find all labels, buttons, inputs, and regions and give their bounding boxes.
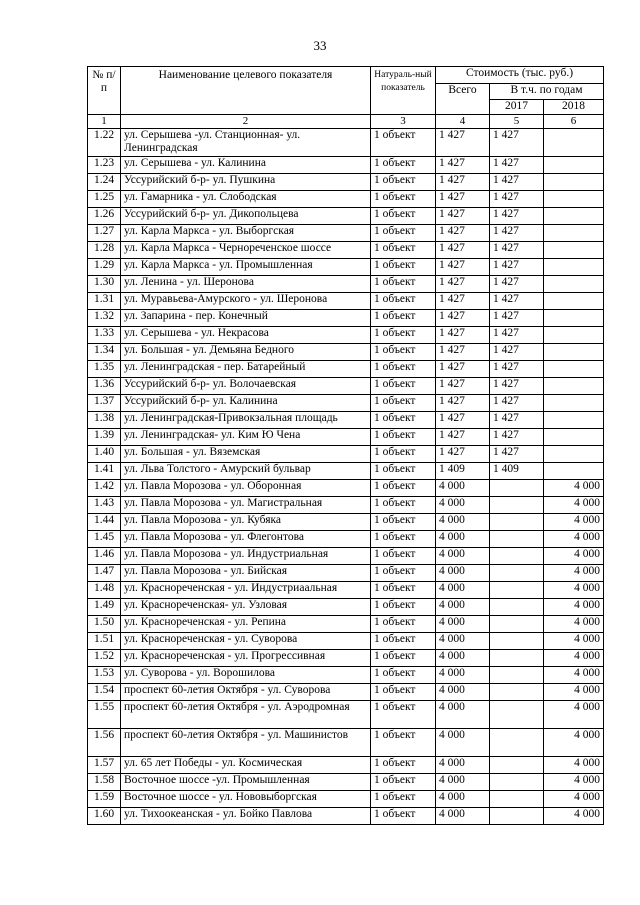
row-total: 4 000 (436, 757, 490, 774)
row-cost-2018: 4 000 (544, 582, 604, 599)
row-cost-2017 (490, 729, 544, 757)
row-total: 4 000 (436, 616, 490, 633)
row-natural-indicator: 1 объект (371, 208, 436, 225)
row-natural-indicator: 1 объект (371, 480, 436, 497)
row-natural-indicator: 1 объект (371, 582, 436, 599)
row-natural-indicator: 1 объект (371, 599, 436, 616)
column-number: 5 (490, 115, 544, 129)
row-cost-2018 (544, 242, 604, 259)
row-cost-2018 (544, 395, 604, 412)
row-cost-2018 (544, 446, 604, 463)
table-row (88, 599, 604, 616)
row-cost-2018 (544, 276, 604, 293)
table-row (88, 667, 604, 684)
row-natural-indicator: 1 объект (371, 791, 436, 808)
row-natural-indicator: 1 объект (371, 514, 436, 531)
row-name: Уссурийский б-р- ул. Волочаевская (121, 378, 371, 395)
row-natural-indicator: 1 объект (371, 395, 436, 412)
row-name: Уссурийский б-р- ул. Дикопольцева (121, 208, 371, 225)
row-natural-indicator: 1 объект (371, 361, 436, 378)
row-name: ул. Ленинградская- ул. Ким Ю Чена (121, 429, 371, 446)
header-year-2017: 2017 (490, 100, 544, 115)
table-row (88, 361, 604, 378)
row-total: 1 427 (436, 446, 490, 463)
row-name: ул. Павла Морозова - ул. Оборонная (121, 480, 371, 497)
row-cost-2018 (544, 463, 604, 480)
row-cost-2018 (544, 293, 604, 310)
row-cost-2018: 4 000 (544, 791, 604, 808)
row-number: 1.34 (88, 344, 121, 361)
table-row (88, 344, 604, 361)
row-cost-2018: 4 000 (544, 774, 604, 791)
row-number: 1.45 (88, 531, 121, 548)
row-natural-indicator: 1 объект (371, 310, 436, 327)
row-number: 1.31 (88, 293, 121, 310)
row-cost-2018: 4 000 (544, 729, 604, 757)
row-number: 1.56 (88, 729, 121, 757)
targets-table (87, 66, 604, 825)
row-cost-2017 (490, 565, 544, 582)
row-cost-2017 (490, 633, 544, 650)
row-number: 1.44 (88, 514, 121, 531)
row-natural-indicator: 1 объект (371, 650, 436, 667)
row-cost-2018: 4 000 (544, 757, 604, 774)
row-cost-2017: 1 427 (490, 208, 544, 225)
row-cost-2018 (544, 157, 604, 174)
row-name: ул. Краснореченская - ул. Суворова (121, 633, 371, 650)
row-cost-2018 (544, 361, 604, 378)
row-number: 1.23 (88, 157, 121, 174)
row-name: ул. Суворова - ул. Ворошилова (121, 667, 371, 684)
row-total: 1 427 (436, 129, 490, 157)
table-row (88, 808, 604, 825)
column-number: 1 (88, 115, 121, 129)
row-cost-2017 (490, 548, 544, 565)
row-natural-indicator: 1 объект (371, 344, 436, 361)
row-cost-2018 (544, 208, 604, 225)
row-cost-2018 (544, 129, 604, 157)
row-cost-2018: 4 000 (544, 684, 604, 701)
row-cost-2018 (544, 191, 604, 208)
table-row (88, 242, 604, 259)
row-name: Восточное шоссе - ул. Нововыборгская (121, 791, 371, 808)
row-number: 1.24 (88, 174, 121, 191)
row-name: ул. Павла Морозова - ул. Флегонтова (121, 531, 371, 548)
row-cost-2017: 1 427 (490, 327, 544, 344)
table-row (88, 378, 604, 395)
row-total: 1 427 (436, 412, 490, 429)
row-natural-indicator: 1 объект (371, 757, 436, 774)
row-natural-indicator: 1 объект (371, 412, 436, 429)
row-name: Восточное шоссе -ул. Промышленная (121, 774, 371, 791)
row-total: 1 427 (436, 225, 490, 242)
row-cost-2018 (544, 429, 604, 446)
row-natural-indicator: 1 объект (371, 548, 436, 565)
row-cost-2017 (490, 701, 544, 729)
row-total: 4 000 (436, 548, 490, 565)
row-cost-2018 (544, 344, 604, 361)
row-cost-2018: 4 000 (544, 565, 604, 582)
row-name: ул. Гамарника - ул. Слободская (121, 191, 371, 208)
table-row (88, 191, 604, 208)
row-cost-2018 (544, 412, 604, 429)
header-by-years: В т.ч. по годам (490, 84, 604, 100)
row-cost-2017 (490, 774, 544, 791)
row-natural-indicator: 1 объект (371, 378, 436, 395)
row-natural-indicator: 1 объект (371, 684, 436, 701)
table-row (88, 412, 604, 429)
row-total: 1 427 (436, 361, 490, 378)
row-natural-indicator: 1 объект (371, 429, 436, 446)
row-natural-indicator: 1 объект (371, 276, 436, 293)
row-natural-indicator: 1 объект (371, 242, 436, 259)
row-cost-2018 (544, 259, 604, 276)
row-number: 1.58 (88, 774, 121, 791)
row-cost-2018: 4 000 (544, 599, 604, 616)
table-row (88, 327, 604, 344)
row-name: ул. Краснореченская - ул. Прогрессивная (121, 650, 371, 667)
row-cost-2017: 1 427 (490, 361, 544, 378)
row-number: 1.50 (88, 616, 121, 633)
row-number: 1.46 (88, 548, 121, 565)
table-row (88, 395, 604, 412)
row-name: проспект 60-летия Октября - ул. Аэродромная (121, 701, 371, 729)
row-total: 4 000 (436, 480, 490, 497)
row-cost-2017: 1 427 (490, 344, 544, 361)
row-total: 4 000 (436, 531, 490, 548)
row-name: ул. Павла Морозова - ул. Бийская (121, 565, 371, 582)
row-number: 1.38 (88, 412, 121, 429)
row-cost-2017: 1 427 (490, 395, 544, 412)
table-row (88, 650, 604, 667)
row-total: 1 427 (436, 395, 490, 412)
row-number: 1.48 (88, 582, 121, 599)
table-row (88, 633, 604, 650)
table-row (88, 310, 604, 327)
row-total: 1 427 (436, 242, 490, 259)
row-cost-2017: 1 427 (490, 412, 544, 429)
header-total: Всего (436, 84, 490, 115)
row-number: 1.41 (88, 463, 121, 480)
row-name: ул. Павла Морозова - ул. Кубяка (121, 514, 371, 531)
row-total: 4 000 (436, 650, 490, 667)
row-cost-2018: 4 000 (544, 480, 604, 497)
header-year-2018: 2018 (544, 100, 604, 115)
row-name: ул. Краснореченская - ул. Индустриаальная (121, 582, 371, 599)
row-cost-2017 (490, 650, 544, 667)
row-cost-2017: 1 427 (490, 310, 544, 327)
row-cost-2018: 4 000 (544, 616, 604, 633)
row-natural-indicator: 1 объект (371, 774, 436, 791)
row-number: 1.54 (88, 684, 121, 701)
row-cost-2018: 4 000 (544, 808, 604, 825)
row-cost-2017: 1 427 (490, 129, 544, 157)
row-name: ул. Карла Маркса - ул. Промышленная (121, 259, 371, 276)
row-natural-indicator: 1 объект (371, 633, 436, 650)
row-total: 4 000 (436, 729, 490, 757)
row-total: 4 000 (436, 808, 490, 825)
table-row (88, 616, 604, 633)
row-name: проспект 60-летия Октября - ул. Суворова (121, 684, 371, 701)
row-cost-2017 (490, 497, 544, 514)
row-natural-indicator: 1 объект (371, 446, 436, 463)
row-natural-indicator: 1 объект (371, 293, 436, 310)
row-cost-2017 (490, 531, 544, 548)
row-name: проспект 60-летия Октября - ул. Машинистов (121, 729, 371, 757)
row-name: ул. Краснореченская- ул. Узловая (121, 599, 371, 616)
row-cost-2017 (490, 582, 544, 599)
row-cost-2018: 4 000 (544, 650, 604, 667)
row-name: ул. Тихоокеанская - ул. Бойко Павлова (121, 808, 371, 825)
table-row (88, 684, 604, 701)
row-natural-indicator: 1 объект (371, 157, 436, 174)
row-cost-2018: 4 000 (544, 548, 604, 565)
row-cost-2017: 1 427 (490, 378, 544, 395)
row-cost-2018: 4 000 (544, 514, 604, 531)
row-number: 1.53 (88, 667, 121, 684)
row-total: 1 427 (436, 429, 490, 446)
row-natural-indicator: 1 объект (371, 191, 436, 208)
row-natural-indicator: 1 объект (371, 531, 436, 548)
row-cost-2017: 1 409 (490, 463, 544, 480)
table-row (88, 480, 604, 497)
header-natural-indicator: Натураль-ный показатель (371, 67, 436, 115)
row-total: 1 427 (436, 310, 490, 327)
row-number: 1.40 (88, 446, 121, 463)
row-cost-2018 (544, 225, 604, 242)
row-cost-2017 (490, 616, 544, 633)
row-name: ул. Ленина - ул. Шеронова (121, 276, 371, 293)
row-cost-2018: 4 000 (544, 531, 604, 548)
row-natural-indicator: 1 объект (371, 497, 436, 514)
row-number: 1.39 (88, 429, 121, 446)
row-cost-2018: 4 000 (544, 667, 604, 684)
row-natural-indicator: 1 объект (371, 729, 436, 757)
row-total: 1 409 (436, 463, 490, 480)
row-natural-indicator: 1 объект (371, 808, 436, 825)
table-row (88, 446, 604, 463)
table-header (88, 67, 604, 129)
table-row (88, 729, 604, 757)
row-natural-indicator: 1 объект (371, 327, 436, 344)
table-row (88, 514, 604, 531)
row-name: ул. Запарина - пер. Конечный (121, 310, 371, 327)
row-name: ул. Павла Морозова - ул. Магистральная (121, 497, 371, 514)
row-natural-indicator: 1 объект (371, 667, 436, 684)
row-name: ул. Муравьева-Амурского - ул. Шеронова (121, 293, 371, 310)
row-cost-2017: 1 427 (490, 174, 544, 191)
row-cost-2018: 4 000 (544, 633, 604, 650)
row-cost-2017 (490, 684, 544, 701)
row-cost-2017: 1 427 (490, 446, 544, 463)
row-natural-indicator: 1 объект (371, 259, 436, 276)
row-number: 1.51 (88, 633, 121, 650)
row-number: 1.49 (88, 599, 121, 616)
row-name: ул. 65 лет Победы - ул. Космическая (121, 757, 371, 774)
header-cost: Стоимость (тыс. руб.) (436, 67, 604, 84)
row-number: 1.32 (88, 310, 121, 327)
row-natural-indicator: 1 объект (371, 463, 436, 480)
row-total: 4 000 (436, 565, 490, 582)
row-cost-2017 (490, 791, 544, 808)
row-natural-indicator: 1 объект (371, 616, 436, 633)
row-cost-2018: 4 000 (544, 497, 604, 514)
row-cost-2017: 1 427 (490, 429, 544, 446)
row-number: 1.33 (88, 327, 121, 344)
row-number: 1.35 (88, 361, 121, 378)
row-total: 4 000 (436, 684, 490, 701)
table-row (88, 701, 604, 729)
row-cost-2017: 1 427 (490, 293, 544, 310)
row-number: 1.22 (88, 129, 121, 157)
row-cost-2017: 1 427 (490, 157, 544, 174)
row-name: ул. Краснореченская - ул. Репина (121, 616, 371, 633)
row-cost-2018 (544, 174, 604, 191)
row-cost-2017 (490, 514, 544, 531)
row-total: 1 427 (436, 157, 490, 174)
row-number: 1.27 (88, 225, 121, 242)
header-name: Наименование целевого показателя (121, 67, 371, 115)
row-name: ул. Карла Маркса - ул. Выборгская (121, 225, 371, 242)
row-total: 4 000 (436, 599, 490, 616)
row-number: 1.25 (88, 191, 121, 208)
table-body (88, 129, 604, 825)
row-total: 4 000 (436, 582, 490, 599)
row-number: 1.60 (88, 808, 121, 825)
column-number: 3 (371, 115, 436, 129)
table-row (88, 129, 604, 157)
table-row (88, 259, 604, 276)
row-total: 1 427 (436, 378, 490, 395)
row-number: 1.42 (88, 480, 121, 497)
row-total: 1 427 (436, 293, 490, 310)
header-number: № п/п (88, 67, 121, 115)
column-number: 4 (436, 115, 490, 129)
page-number: 33 (313, 38, 327, 53)
column-number: 6 (544, 115, 604, 129)
row-number: 1.37 (88, 395, 121, 412)
row-total: 1 427 (436, 276, 490, 293)
row-name: ул. Карла Маркса - Чернореченское шоссе (121, 242, 371, 259)
table-row (88, 757, 604, 774)
row-number: 1.52 (88, 650, 121, 667)
table-row (88, 791, 604, 808)
row-name: ул. Большая - ул. Вяземская (121, 446, 371, 463)
row-name: ул. Серышева - ул. Калинина (121, 157, 371, 174)
row-total: 1 427 (436, 344, 490, 361)
column-number: 2 (121, 115, 371, 129)
row-total: 1 427 (436, 208, 490, 225)
row-total: 1 427 (436, 191, 490, 208)
row-cost-2017 (490, 808, 544, 825)
column-numbers-row (88, 115, 604, 129)
row-total: 4 000 (436, 667, 490, 684)
row-natural-indicator: 1 объект (371, 129, 436, 157)
row-cost-2018 (544, 310, 604, 327)
table-row (88, 582, 604, 599)
table-row (88, 429, 604, 446)
row-cost-2017 (490, 480, 544, 497)
row-cost-2017 (490, 757, 544, 774)
row-name: ул. Большая - ул. Демьяна Бедного (121, 344, 371, 361)
table-row (88, 497, 604, 514)
row-name: ул. Серышева -ул. Станционная- ул. Ленинградская (121, 129, 371, 157)
table-row (88, 548, 604, 565)
row-name: ул. Павла Морозова - ул. Индустриальная (121, 548, 371, 565)
row-name: ул. Ленинградская-Привокзальная площадь (121, 412, 371, 429)
row-natural-indicator: 1 объект (371, 701, 436, 729)
table-row (88, 225, 604, 242)
row-name: Уссурийский б-р- ул. Калинина (121, 395, 371, 412)
row-cost-2018 (544, 378, 604, 395)
row-total: 1 427 (436, 174, 490, 191)
row-number: 1.29 (88, 259, 121, 276)
row-number: 1.30 (88, 276, 121, 293)
table-row (88, 531, 604, 548)
row-name: Уссурийский б-р- ул. Пушкина (121, 174, 371, 191)
table-row (88, 565, 604, 582)
row-cost-2017 (490, 599, 544, 616)
table-row (88, 463, 604, 480)
row-natural-indicator: 1 объект (371, 225, 436, 242)
row-total: 4 000 (436, 514, 490, 531)
row-total: 1 427 (436, 327, 490, 344)
row-natural-indicator: 1 объект (371, 565, 436, 582)
row-cost-2017 (490, 667, 544, 684)
row-total: 4 000 (436, 774, 490, 791)
row-number: 1.47 (88, 565, 121, 582)
row-name: ул. Льва Толстого - Амурский бульвар (121, 463, 371, 480)
row-total: 4 000 (436, 633, 490, 650)
row-total: 4 000 (436, 791, 490, 808)
table-row (88, 208, 604, 225)
row-number: 1.28 (88, 242, 121, 259)
row-name: ул. Ленинградская - пер. Батарейный (121, 361, 371, 378)
row-number: 1.59 (88, 791, 121, 808)
table-row (88, 774, 604, 791)
table-row (88, 174, 604, 191)
row-cost-2017: 1 427 (490, 242, 544, 259)
table-row (88, 293, 604, 310)
row-name: ул. Серышева - ул. Некрасова (121, 327, 371, 344)
row-number: 1.43 (88, 497, 121, 514)
table-row (88, 157, 604, 174)
row-cost-2017: 1 427 (490, 259, 544, 276)
row-cost-2017: 1 427 (490, 191, 544, 208)
row-cost-2018 (544, 327, 604, 344)
row-cost-2018: 4 000 (544, 701, 604, 729)
row-cost-2017: 1 427 (490, 276, 544, 293)
row-total: 1 427 (436, 259, 490, 276)
table-row (88, 276, 604, 293)
row-total: 4 000 (436, 497, 490, 514)
row-natural-indicator: 1 объект (371, 174, 436, 191)
row-number: 1.55 (88, 701, 121, 729)
row-total: 4 000 (436, 701, 490, 729)
row-number: 1.26 (88, 208, 121, 225)
row-cost-2017: 1 427 (490, 225, 544, 242)
row-number: 1.36 (88, 378, 121, 395)
row-number: 1.57 (88, 757, 121, 774)
